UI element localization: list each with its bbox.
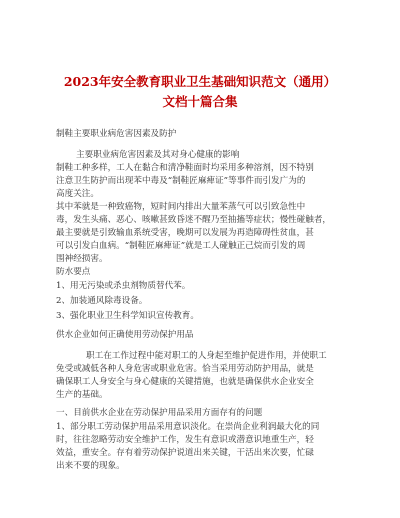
list-item: 3、强化职业卫生科学知识宣传教育。 (56, 311, 199, 321)
paragraph-line: 1、部分职工劳动保护用品采用意识淡化。在崇尚企业利润最大化的同 (56, 422, 320, 432)
paragraph-line: 最主要就是引致输血系统受害，晚期可以发展为再造障碍性贫血，甚 (56, 228, 314, 238)
paragraph-line: 生产的基础。 (56, 390, 108, 400)
subheading-problems: 一、目前供水企业在劳动保护用品采用方面存有的问题 (56, 408, 263, 418)
paragraph-line: 可以引发白血病。“制鞋匠麻痺证”就是工人碰触正己烷而引发的周 (56, 241, 306, 251)
section-heading-shoemaking: 制鞋主要职业病危害因素及防护 (56, 129, 177, 139)
paragraph-line: 职工在工作过程中能对职工的人身起至维护促进作用，并使职工 (86, 351, 327, 361)
paragraph-line: 效益，重安全。存有着劳动保护说道出来关键，干活出来次要，忙碌 (56, 448, 314, 458)
paragraph-line: 出来不要的现象。 (56, 461, 125, 471)
subheading-prevention: 防水要点 (56, 267, 91, 277)
document-title-line1: 2023年安全教育职业卫生基础知识范文（通用） (63, 74, 337, 89)
list-item: 1、用无污染或杀虫剂物质替代苯。 (56, 281, 191, 291)
paragraph-line: 高度关注。 (56, 189, 99, 199)
paragraph-line: 时，往往忽略劳动安全维护工作，发生有意识或潜意识地重生产，轻 (56, 435, 314, 445)
paragraph-line: 其中苯就是一种致癌物，短时间内排出大量苯蒸气可以引致急性中 (56, 202, 306, 212)
paragraph-line: 制鞋工种多样，工人在黏合和清净鞋面时均采用多种溶剂，因不特别 (56, 163, 314, 173)
paragraph-line: 围神经损害。 (56, 254, 108, 264)
document-title-line2: 文档十篇合集 (162, 94, 238, 109)
subheading-hazards: 主要职业病危害因素及其对身心健康的影响 (76, 150, 240, 160)
section-heading-water-supply: 供水企业如何正确使用劳动保护用品 (56, 330, 194, 340)
paragraph-line: 免受或减低各种人身危害或职业危害。恰当采用劳动防护用品，就是 (56, 364, 314, 374)
paragraph-line: 注意卫生防护而出现苯中毒及“制鞋匠麻痺证”等事件而引发广为的 (56, 176, 306, 186)
paragraph-line: 确保职工人身安全与身心健康的关键措施，也就是确保供水企业安全 (56, 377, 314, 387)
list-item: 2、加装通风除毒设备。 (56, 296, 148, 306)
paragraph-line: 毒，发生头痛、恶心、咳嗽甚致昏迷不醒乃至抽搐等症状；慢性碰触者， (56, 215, 332, 225)
